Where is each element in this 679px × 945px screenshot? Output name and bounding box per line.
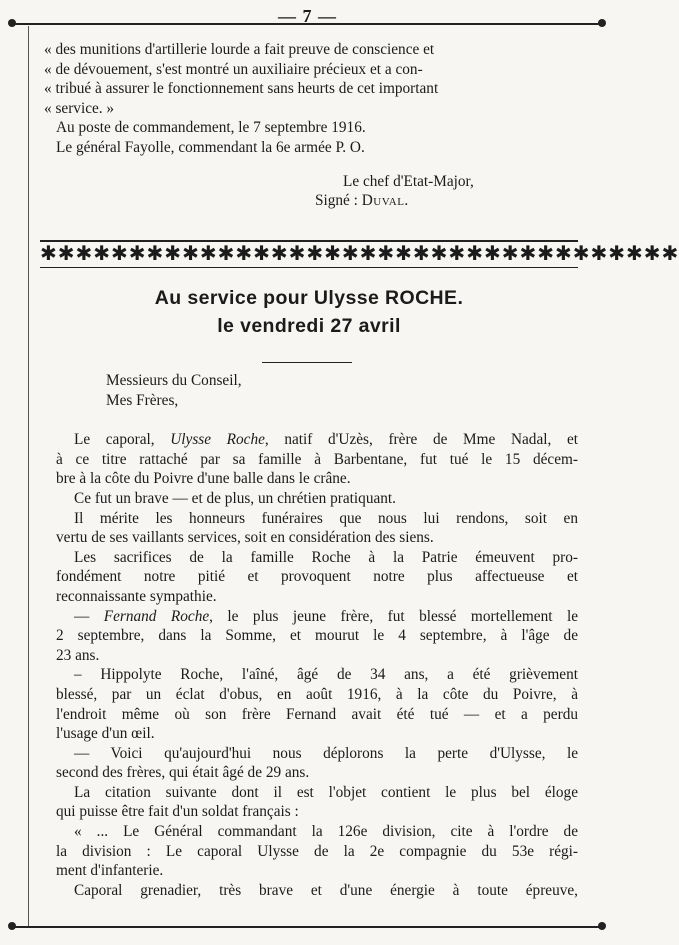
- top-rule: [14, 23, 601, 25]
- citation-line-3: « tribué à assurer le fonctionnement sans heurts de cet important: [44, 80, 439, 98]
- citation-line-4: « service. »: [44, 99, 115, 117]
- bottom-rule: [14, 926, 601, 928]
- text-line: bre à la côte du Poivre d'une balle dans le crâne.: [56, 470, 351, 488]
- text-line: Caporal grenadier, très brave et d'une énergie à toute épreuve,: [74, 881, 578, 899]
- italic-name: Fernand Roche: [103, 607, 210, 625]
- signature-line: [315, 191, 578, 211]
- text-segment: , le plus jeune frère, fut blessé mortellement le: [209, 607, 578, 625]
- text-line: La citation suivante dont il est l'objet contient le plus bel éloge: [74, 783, 578, 801]
- text-line: ment d'infanterie.: [56, 862, 164, 880]
- text-line: reconnaissante sympathie.: [56, 587, 217, 605]
- salutation-1: Messieurs du Conseil,: [106, 372, 242, 389]
- text-line: second des frères, qui était âgé de 29 ans.: [56, 764, 310, 782]
- signed-prefix: Signé :: [315, 192, 362, 210]
- text-line: 2 septembre, dans la Somme, et mourut le 4 septembre, à l'âge de: [56, 627, 578, 645]
- heading-rule: [262, 362, 352, 363]
- text-line: Il mérite les honneurs funéraires que nous lui rendons, soit en: [74, 509, 578, 527]
- text-line: l'usage d'un œil.: [56, 725, 155, 743]
- star-separator: [40, 240, 679, 268]
- body-text: [56, 371, 578, 900]
- italic-name: Ulysse Roche: [170, 431, 265, 449]
- citation-line-1: « des munitions d'artillerie lourde a fait preuve de conscience et: [44, 41, 435, 58]
- text-line: – Hippolyte Roche, l'aîné, âgé de 34 ans, a été grièvement: [74, 666, 578, 684]
- star-row: ✱✱✱✱✱✱✱✱✱✱✱✱✱✱✱✱✱✱✱✱✱✱✱✱✱✱✱✱✱✱✱✱✱✱✱✱: [40, 241, 679, 265]
- text-line: l'endroit même où son frère Fernand avait été tué — et a perdu: [56, 705, 578, 723]
- chief-of-staff: Le chef d'Etat-Major,: [343, 172, 474, 190]
- paragraph-lines: [56, 430, 578, 900]
- top-right-bullet: [598, 19, 606, 27]
- text-segment: —: [74, 607, 104, 625]
- place-date: Au poste de commandement, le 7 septembre 1916.: [56, 119, 366, 137]
- heading-line-2: le vendredi 27 avril: [217, 315, 401, 337]
- signed-name: Duval.: [361, 192, 409, 210]
- text-line: Ce fut un brave — et de plus, un chrétien pratiquant.: [74, 489, 396, 507]
- text-line: Les sacrifices de la famille Roche à la Patrie émeuvent pro-: [74, 548, 578, 566]
- text-line: blessé, par un éclat d'obus, en août 1916, à la côte du Poivre, à: [56, 685, 578, 703]
- text-line: [56, 430, 578, 450]
- citation-line-2: « de dévouement, s'est montré un auxiliaire précieux et a con-: [44, 60, 423, 78]
- top-left-bullet: [8, 19, 16, 27]
- general-line: Le général Fayolle, commendant la 6e armée P. O.: [56, 138, 365, 156]
- text-segment: Le caporal,: [74, 431, 171, 449]
- top-block: [44, 40, 578, 211]
- text-segment: , natif d'Uzès, frère de Mme Nadal, et: [264, 431, 578, 449]
- page-number: — 7 —: [278, 6, 337, 26]
- bottom-right-bullet: [598, 922, 606, 930]
- text-line: 23 ans.: [56, 646, 100, 664]
- text-line: « ... Le Général commandant la 126e division, cite à l'ordre de: [74, 823, 578, 841]
- text-line: vertu de ses vaillants services, soit en considération des siens.: [56, 529, 434, 547]
- text-line: à ce titre rattaché par sa famille à Barbentane, fut tué le 15 décem-: [56, 450, 578, 468]
- text-line: qui puisse être fait d'un soldat français :: [56, 803, 299, 821]
- heading-line-1: Au service pour Ulysse ROCHE.: [154, 287, 464, 309]
- salutation-2: Mes Frères,: [106, 391, 179, 409]
- text-line: [56, 607, 578, 627]
- text-line: — Voici qu'aujourd'hui nous déplorons la perte d'Ulysse, le: [74, 744, 578, 762]
- margin-line: [28, 26, 29, 926]
- bottom-left-bullet: [8, 922, 16, 930]
- text-line: la division : Le caporal Ulysse de la 2e compagnie du 53e régi-: [56, 842, 578, 860]
- text-line: fondément notre pitié et provoquent notre plus affectueuse et: [56, 568, 578, 586]
